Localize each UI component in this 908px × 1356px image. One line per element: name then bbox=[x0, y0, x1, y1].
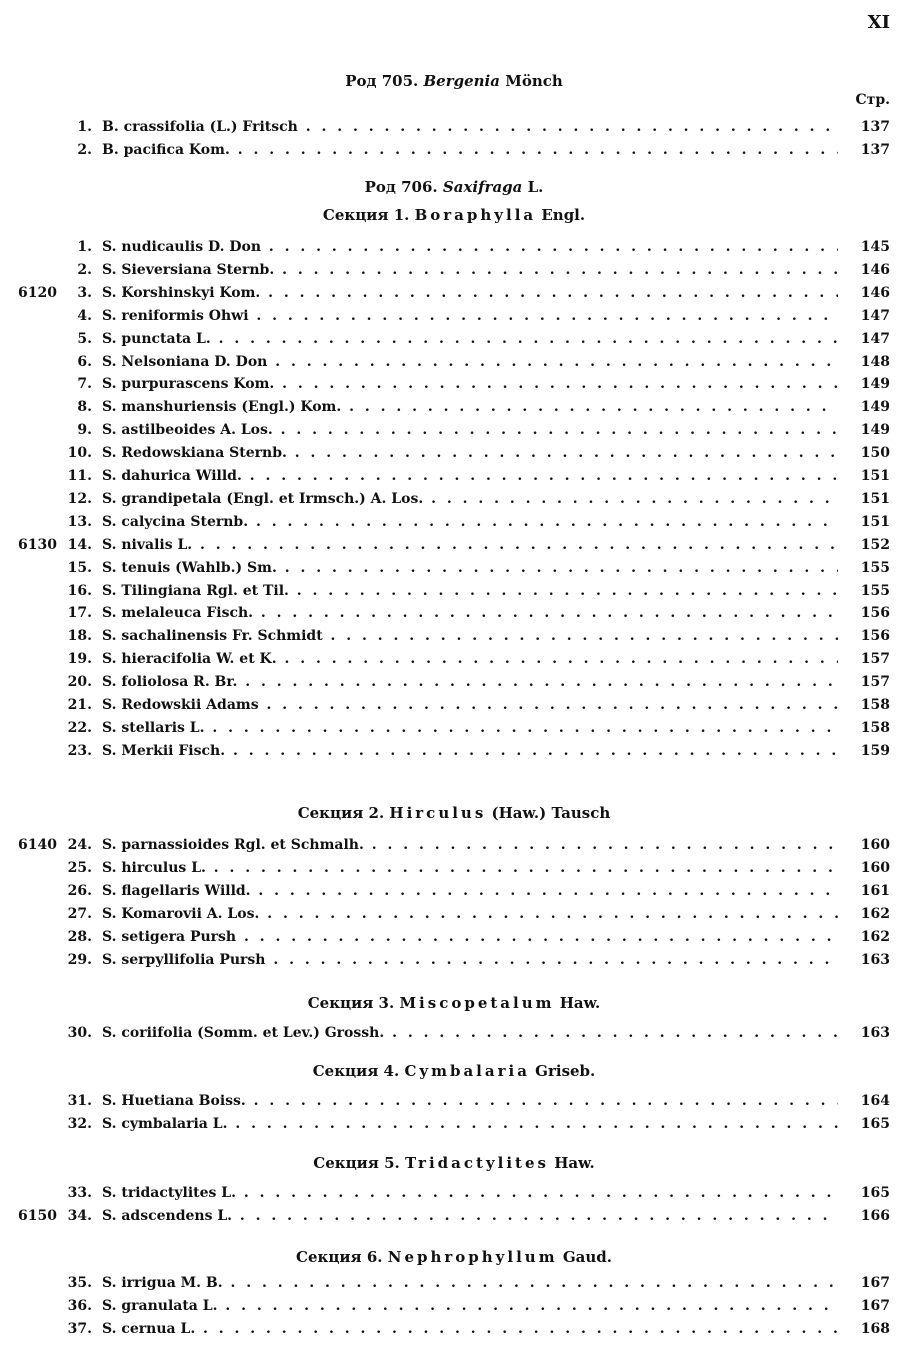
entry-number: 15. bbox=[67, 559, 92, 576]
index-entry bbox=[0, 949, 908, 971]
genus-prefix: Род 705. bbox=[345, 72, 419, 90]
page-ref: 146 bbox=[860, 284, 890, 301]
species-name: S. calycina Sternb. . . . bbox=[102, 511, 838, 533]
page-ref: 150 bbox=[860, 445, 890, 462]
species-name: S. cernua L. . . . bbox=[102, 1318, 838, 1340]
index-entry bbox=[0, 625, 908, 647]
index-entry bbox=[0, 259, 908, 281]
index-entry bbox=[0, 834, 908, 856]
page-ref: 163 bbox=[860, 1025, 890, 1041]
page-ref: 167 bbox=[860, 1297, 890, 1314]
page-ref: 145 bbox=[860, 239, 890, 255]
genus-heading-705 bbox=[0, 72, 908, 90]
index-entry bbox=[0, 1113, 908, 1135]
page-ref: 149 bbox=[860, 376, 890, 393]
entry-number: 17. bbox=[67, 605, 92, 622]
species-name: S. cymbalaria L. . . . bbox=[102, 1113, 838, 1135]
species-name: S. Huetiana Boiss. . . . bbox=[102, 1090, 838, 1112]
entry-number: 34. bbox=[67, 1207, 92, 1224]
index-entry bbox=[0, 511, 908, 533]
species-name: S. Redowskii Adams . . . bbox=[102, 694, 838, 716]
entry-number: 33. bbox=[67, 1185, 92, 1201]
page-column-header: Стр. bbox=[855, 92, 890, 108]
index-entry bbox=[0, 116, 908, 138]
page-ref: 163 bbox=[860, 951, 890, 968]
species-name: S. granulata L. . . . bbox=[102, 1295, 838, 1317]
page-ref: 160 bbox=[860, 837, 890, 853]
page-ref: 164 bbox=[860, 1093, 890, 1109]
index-entry bbox=[0, 880, 908, 902]
section-heading-4: Секция 4. Cymbalaria Griseb. bbox=[312, 1062, 596, 1080]
page-ref: 156 bbox=[860, 628, 890, 645]
species-name: S. astilbeoides A. Los. . . . bbox=[102, 419, 838, 441]
entry-number: 29. bbox=[67, 951, 92, 968]
entry-number: 32. bbox=[67, 1115, 92, 1132]
entry-number: 26. bbox=[67, 882, 92, 899]
margin-number: 6150 bbox=[18, 1207, 57, 1224]
entry-number: 13. bbox=[67, 513, 92, 530]
index-entry bbox=[0, 1205, 908, 1227]
species-name: B. pacifica Kom. . . . bbox=[102, 139, 838, 161]
index-entry bbox=[0, 717, 908, 739]
entry-number: 22. bbox=[67, 719, 92, 736]
entry-number: 14. bbox=[67, 536, 92, 553]
page-ref: 165 bbox=[860, 1115, 890, 1132]
page-ref: 147 bbox=[860, 307, 890, 324]
species-name: S. nudicaulis D. Don . . . bbox=[102, 236, 838, 258]
entry-number: 8. bbox=[77, 399, 92, 416]
index-entry bbox=[0, 648, 908, 670]
entry-number: 36. bbox=[67, 1297, 92, 1314]
index-entry bbox=[0, 1090, 908, 1112]
page-ref: 151 bbox=[860, 468, 890, 484]
section-heading-1: Секция 1. Boraphylla Engl. bbox=[322, 206, 586, 224]
index-entry bbox=[0, 282, 908, 304]
species-name: S. sachalinensis Fr. Schmidt . . . bbox=[102, 625, 838, 647]
species-name: S. hirculus L. . . . bbox=[102, 857, 838, 879]
entry-number: 27. bbox=[67, 905, 92, 922]
species-name: S. Nelsoniana D. Don . . . bbox=[102, 351, 838, 373]
entry-number: 2. bbox=[77, 141, 92, 158]
index-entry bbox=[0, 580, 908, 602]
entry-number: 23. bbox=[67, 742, 92, 759]
page-ref: 152 bbox=[860, 536, 890, 553]
page-ref: 160 bbox=[860, 859, 890, 876]
index-entry bbox=[0, 1272, 908, 1294]
index-entry bbox=[0, 373, 908, 395]
index-entry bbox=[0, 740, 908, 762]
page-ref: 149 bbox=[860, 399, 890, 416]
genus-prefix: Род 706. bbox=[364, 178, 438, 196]
entry-number: 2. bbox=[77, 261, 92, 278]
page-ref: 157 bbox=[860, 651, 890, 668]
index-entry bbox=[0, 351, 908, 373]
section-heading-2: Секция 2. Hirculus (Haw.) Tausch bbox=[297, 804, 611, 822]
page-ref: 162 bbox=[860, 928, 890, 945]
species-name: S. stellaris L. . . . bbox=[102, 717, 838, 739]
index-entry bbox=[0, 419, 908, 441]
species-name: S. flagellaris Willd. . . . bbox=[102, 880, 838, 902]
species-name: S. nivalis L. . . . bbox=[102, 534, 838, 556]
index-entry bbox=[0, 442, 908, 464]
page-ref: 161 bbox=[860, 882, 890, 899]
entry-number: 20. bbox=[67, 674, 92, 691]
species-name: S. punctata L. . . . bbox=[102, 328, 838, 350]
species-name: S. reniformis Ohwi . . . bbox=[102, 305, 838, 327]
page-ref: 156 bbox=[860, 605, 890, 622]
section-heading-6: Секция 6. Nephrophyllum Gaud. bbox=[296, 1248, 612, 1266]
index-entry bbox=[0, 465, 908, 487]
species-name: S. parnassioides Rgl. et Schmalh. . . . bbox=[102, 834, 838, 856]
entry-number: 18. bbox=[67, 628, 92, 645]
genus-heading-706 bbox=[0, 178, 908, 196]
page-ref: 168 bbox=[860, 1320, 890, 1337]
species-name: S. grandipetala (Engl. et Irmsch.) A. Los. . . . bbox=[102, 488, 838, 510]
page-ref: 155 bbox=[860, 582, 890, 599]
index-entry bbox=[0, 1182, 908, 1204]
entry-number: 11. bbox=[67, 468, 92, 484]
page-ref: 151 bbox=[860, 490, 890, 507]
species-name: S. adscendens L. . . . bbox=[102, 1205, 838, 1227]
section-heading-5: Секция 5. Tridactylites Haw. bbox=[313, 1154, 595, 1172]
genus-author: Mönch bbox=[505, 72, 563, 90]
index-entry bbox=[0, 671, 908, 693]
index-entry bbox=[0, 1022, 908, 1044]
index-entry bbox=[0, 557, 908, 579]
entry-number: 1. bbox=[77, 239, 92, 255]
page-ref: 166 bbox=[860, 1207, 890, 1224]
species-name: S. foliolosa R. Br. . . . bbox=[102, 671, 838, 693]
entry-number: 1. bbox=[77, 119, 92, 135]
page-ref: 158 bbox=[860, 697, 890, 713]
entry-number: 21. bbox=[67, 697, 92, 713]
margin-number: 6130 bbox=[18, 536, 57, 553]
species-name: S. tenuis (Wahlb.) Sm. . . . bbox=[102, 557, 838, 579]
index-entry bbox=[0, 328, 908, 350]
entry-number: 7. bbox=[77, 376, 92, 393]
page-ref: 146 bbox=[860, 261, 890, 278]
entry-number: 9. bbox=[77, 422, 92, 439]
page-ref: 165 bbox=[860, 1185, 890, 1201]
entry-number: 4. bbox=[77, 307, 92, 324]
entry-number: 24. bbox=[67, 837, 92, 853]
index-entry bbox=[0, 857, 908, 879]
index-entry bbox=[0, 903, 908, 925]
entry-number: 12. bbox=[67, 490, 92, 507]
page-ref: 147 bbox=[860, 330, 890, 347]
page-ref: 157 bbox=[860, 674, 890, 691]
entry-number: 10. bbox=[67, 445, 92, 462]
page-ref: 149 bbox=[860, 422, 890, 439]
index-entry bbox=[0, 926, 908, 948]
species-name: B. crassifolia (L.) Fritsch . . . bbox=[102, 116, 838, 138]
species-name: S. purpurascens Kom. . . . bbox=[102, 373, 838, 395]
species-name: S. Merkii Fisch. . . . bbox=[102, 740, 838, 762]
index-entry bbox=[0, 602, 908, 624]
entry-number: 35. bbox=[67, 1275, 92, 1291]
page-ref: 148 bbox=[860, 353, 890, 370]
species-name: S. Tilingiana Rgl. et Til. . . . bbox=[102, 580, 838, 602]
page-ref: 162 bbox=[860, 905, 890, 922]
index-entry bbox=[0, 694, 908, 716]
species-name: S. hieracifolia W. et K. . . . bbox=[102, 648, 838, 670]
margin-number: 6140 bbox=[18, 837, 57, 853]
species-name: S. Korshinskyi Kom. . . . bbox=[102, 282, 838, 304]
index-entry bbox=[0, 305, 908, 327]
page-ref: 159 bbox=[860, 742, 890, 759]
genus-author: L. bbox=[527, 178, 544, 196]
index-entry bbox=[0, 396, 908, 418]
index-entry bbox=[0, 236, 908, 258]
entry-number: 16. bbox=[67, 582, 92, 599]
species-name: S. melaleuca Fisch. . . . bbox=[102, 602, 838, 624]
species-name: S. Komarovii A. Los. . . . bbox=[102, 903, 838, 925]
species-name: S. tridactylites L. . . . bbox=[102, 1182, 838, 1204]
page-number: XI bbox=[867, 12, 890, 33]
index-entry bbox=[0, 1318, 908, 1340]
species-name: S. irrigua M. B. . . . bbox=[102, 1272, 838, 1294]
species-name: S. dahurica Willd. . . . bbox=[102, 465, 838, 487]
species-name: S. coriifolia (Somm. et Lev.) Grossh. . . . bbox=[102, 1022, 838, 1044]
page-ref: 158 bbox=[860, 719, 890, 736]
species-name: S. Redowskiana Sternb. . . . bbox=[102, 442, 838, 464]
entry-number: 6. bbox=[77, 353, 92, 370]
entry-number: 5. bbox=[77, 330, 92, 347]
index-entry bbox=[0, 488, 908, 510]
section-heading-3: Секция 3. Miscopetalum Haw. bbox=[307, 994, 601, 1012]
species-name: S. manshuriensis (Engl.) Kom. . . . bbox=[102, 396, 838, 418]
entry-number: 28. bbox=[67, 928, 92, 945]
entry-number: 37. bbox=[67, 1320, 92, 1337]
page-ref: 151 bbox=[860, 513, 890, 530]
genus-name: Saxifraga bbox=[442, 178, 523, 196]
page-ref: 137 bbox=[860, 119, 890, 135]
entry-number: 31. bbox=[67, 1093, 92, 1109]
species-name: S. Sieversiana Sternb. . . . bbox=[102, 259, 838, 281]
entry-number: 19. bbox=[67, 651, 92, 668]
index-entry bbox=[0, 139, 908, 161]
species-name: S. serpyllifolia Pursh . . . bbox=[102, 949, 838, 971]
entry-number: 3. bbox=[77, 284, 92, 301]
genus-name: Bergenia bbox=[423, 72, 500, 90]
page-ref: 155 bbox=[860, 559, 890, 576]
index-entry bbox=[0, 534, 908, 556]
page-ref: 137 bbox=[860, 141, 890, 158]
index-entry bbox=[0, 1295, 908, 1317]
page-ref: 167 bbox=[860, 1275, 890, 1291]
entry-number: 30. bbox=[67, 1025, 92, 1041]
entry-number: 25. bbox=[67, 859, 92, 876]
species-name: S. setigera Pursh . . . bbox=[102, 926, 838, 948]
margin-number: 6120 bbox=[18, 284, 57, 301]
